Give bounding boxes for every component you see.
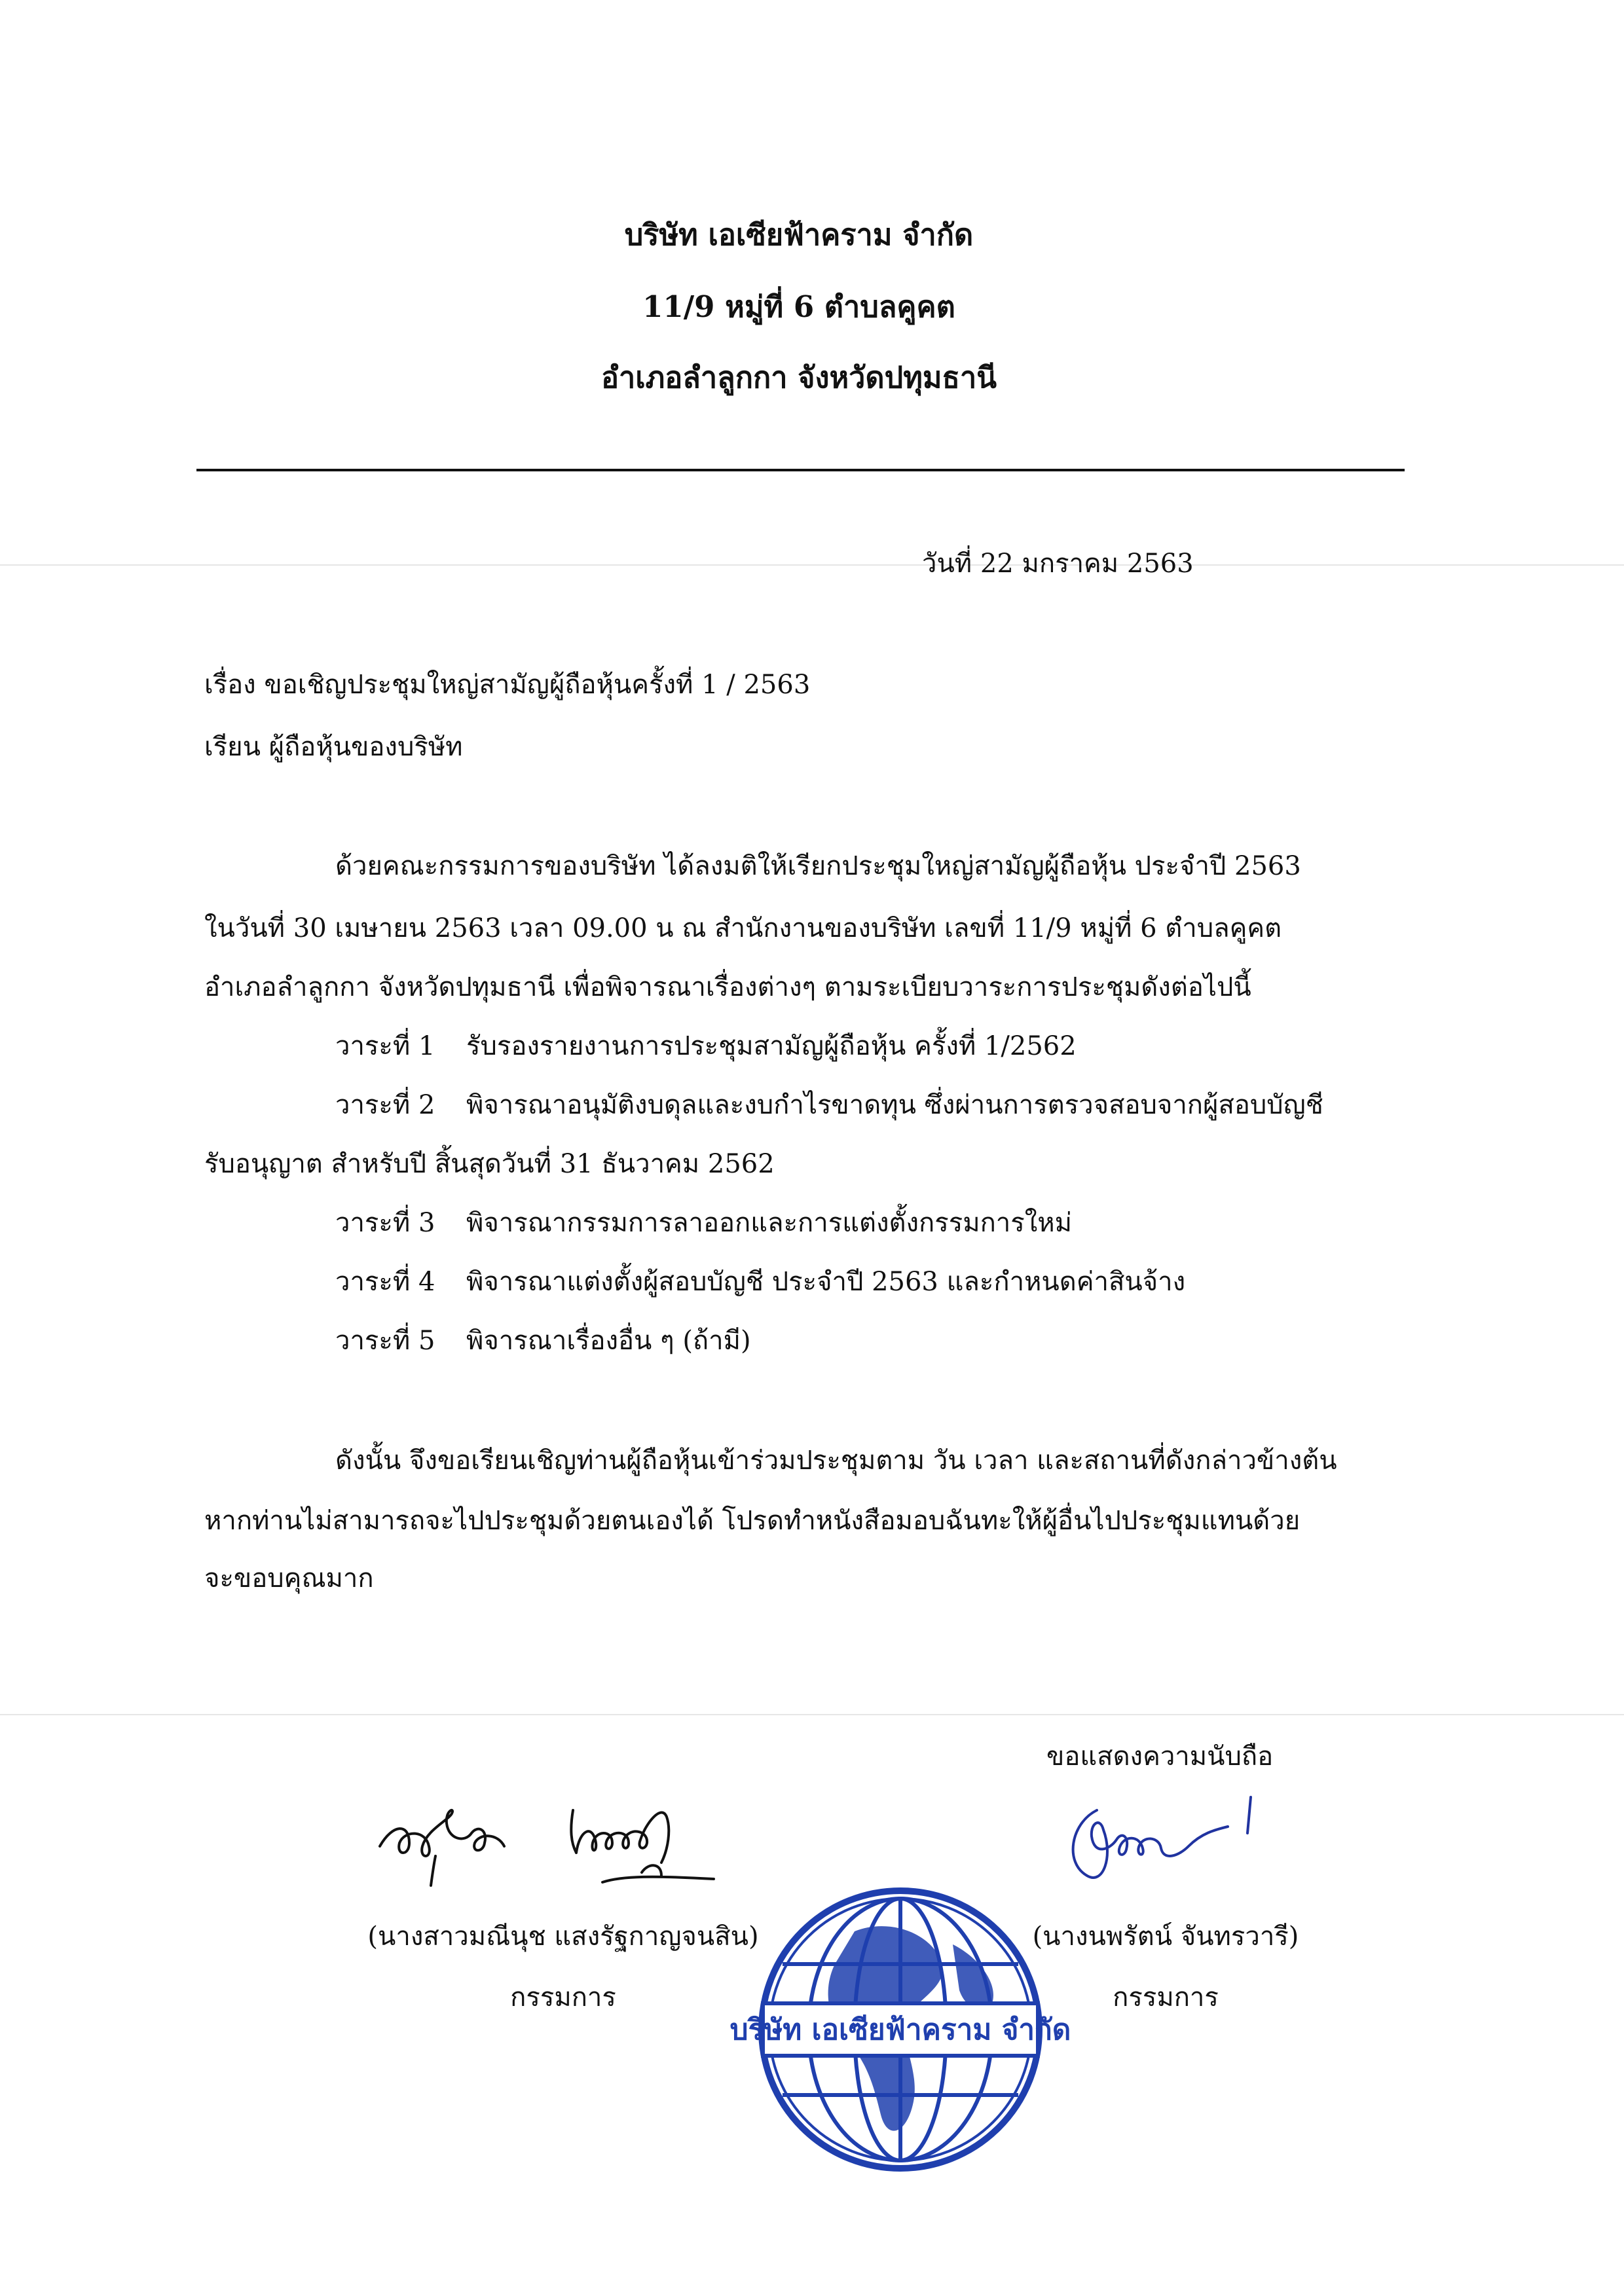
closing-line-2: หากท่านไม่สามารถจะไปประชุมด้วยตนเองได้ โปรดทำหนังสือมอบฉันทะให้ผู้อื่นไปประชุมแทนด้วย xyxy=(204,1506,1301,1536)
company-address-line1: 11/9 หมู่ที่ 6 ตำบลคูคต xyxy=(642,289,955,324)
agenda-item-4 xyxy=(335,1260,1185,1302)
agenda-text: รับรองรายงานการประชุมสามัญผู้ถือหุ้น ครั้งที่ 1/2562 xyxy=(466,1031,1077,1061)
regards: ขอแสดงความนับถือ xyxy=(1046,1741,1274,1772)
agenda-item-1 xyxy=(335,1025,1077,1066)
company-name: บริษัท เอเซียฟ้าคราม จำกัด xyxy=(624,217,974,252)
agenda-number: วาระที่ 2 xyxy=(335,1090,435,1120)
signatory-2-name: (นางนพรัตน์ จันทรวารี) xyxy=(1032,1922,1299,1952)
agenda-item-2 xyxy=(335,1084,1323,1125)
signatory-1-title: กรรมการ xyxy=(510,1982,616,2013)
agenda-text: พิจารณาอนุมัติงบดุลและงบกำไรขาดทุน ซึ่งผ่านการตรวจสอบจากผู้สอบบัญชี xyxy=(466,1090,1323,1120)
closing-line-1: ดังนั้น จึงขอเรียนเชิญท่านผู้ถือหุ้นเข้าร่วมประชุมตาม วัน เวลา และสถานที่ดังกล่าวข้างต้น xyxy=(335,1446,1337,1476)
agenda-text: พิจารณาแต่งตั้งผู้สอบบัญชี ประจำปี 2563 และกำหนดค่าสินจ้าง xyxy=(466,1267,1186,1297)
body-line-3: อำเภอลำลูกกา จังหวัดปทุมธานี เพื่อพิจารณาเรื่องต่างๆ ตามระเบียบวาระการประชุมดังต่อไปนี้ xyxy=(204,972,1251,1002)
agenda-item-3 xyxy=(335,1201,1072,1243)
agenda-item-2-continued: รับอนุญาต สำหรับปี สิ้นสุดวันที่ 31 ธันวาคม 2562 xyxy=(204,1149,775,1179)
signature-graphic xyxy=(1051,1784,1287,1895)
signature-graphic xyxy=(563,1777,747,1902)
agenda-number: วาระที่ 3 xyxy=(335,1208,435,1238)
signatory-1-name: (นางสาวมณีนุช แสงรัฐกาญจนสิน) xyxy=(367,1922,759,1952)
agenda-number: วาระที่ 5 xyxy=(335,1326,435,1356)
agenda-text: พิจารณาเรื่องอื่น ๆ (ถ้ามี) xyxy=(466,1326,751,1356)
company-address-line2: อำเภอลำลูกกา จังหวัดปทุมธานี xyxy=(600,360,997,395)
signatory-2-title: กรรมการ xyxy=(1113,1982,1219,2013)
agenda-item-5 xyxy=(335,1319,751,1361)
letter-subject: เรื่อง ขอเชิญประชุมใหญ่สามัญผู้ถือหุ้นครั้งที่ 1 / 2563 xyxy=(204,670,811,700)
stamp-text: บริษัท เอเซียฟ้าคราม จำกัด xyxy=(729,2013,1071,2047)
body-line-2: ในวันที่ 30 เมษายน 2563 เวลา 09.00 น ณ สำนักงานของบริษัท เลขที่ 11/9 หมู่ที่ 6 ตำบลคูคต xyxy=(204,913,1282,943)
scan-artifact-line xyxy=(0,1714,1624,1715)
agenda-number: วาระที่ 4 xyxy=(335,1267,435,1297)
agenda-number: วาระที่ 1 xyxy=(335,1031,435,1061)
letter-recipient: เรียน ผู้ถือหุ้นของบริษัท xyxy=(204,732,463,762)
body-line-1: ด้วยคณะกรรมการของบริษัท ได้ลงมติให้เรียกประชุมใหญ่สามัญผู้ถือหุ้น ประจำปี 2563 xyxy=(335,851,1301,881)
letter-date: วันที่ 22 มกราคม 2563 xyxy=(922,549,1194,579)
company-stamp xyxy=(729,1886,1071,2174)
scan-artifact-line xyxy=(0,564,1624,566)
closing-line-3: จะขอบคุณมาก xyxy=(204,1563,374,1594)
header-divider xyxy=(196,469,1405,471)
agenda-text: พิจารณากรรมการลาออกและการแต่งตั้งกรรมการใหม่ xyxy=(466,1208,1072,1238)
